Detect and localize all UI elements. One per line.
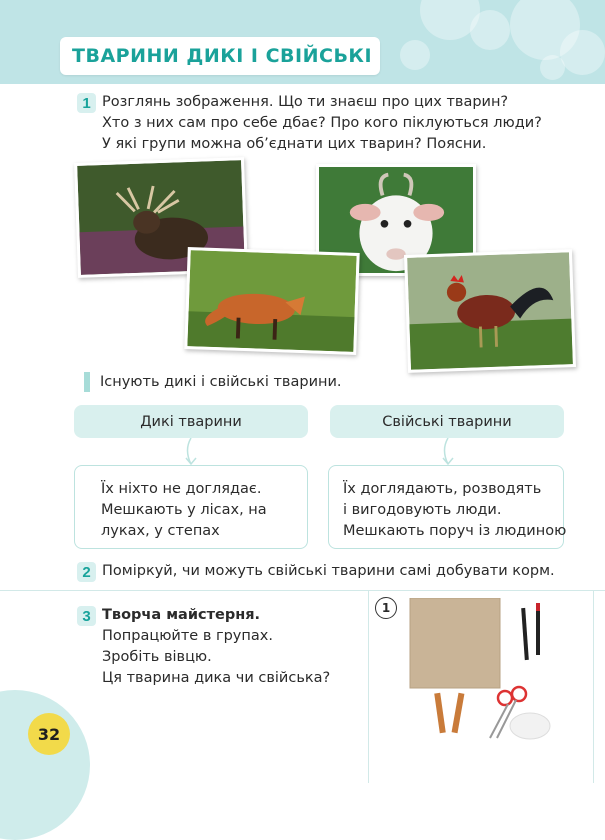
rooster-photo xyxy=(404,249,576,373)
fox-photo xyxy=(184,247,359,355)
task-3-line-3: Ця тварина дика чи свійська? xyxy=(102,670,331,686)
wild-line-1: Їх ніхто не доглядає. xyxy=(101,481,262,497)
task-3-heading: Творча майстерня. xyxy=(102,607,261,623)
domestic-animals-heading: Свійські тварини xyxy=(330,405,564,438)
task-2-number: 2 xyxy=(77,562,96,582)
domestic-animals-description xyxy=(328,465,567,549)
craft-step-number: 1 xyxy=(375,597,397,619)
page-title: ТВАРИНИ ДИКІ І СВІЙСЬКІ xyxy=(72,45,373,67)
wild-line-3: луках, у степах xyxy=(101,523,220,539)
task-1-line-2: Хто з них сам про себе дбає? Про кого піклуються люди? xyxy=(102,115,542,131)
domestic-line-2: і вигодовують люди. xyxy=(343,502,502,518)
task-3-line-2: Зробіть вівцю. xyxy=(102,649,212,665)
task-1-number: 1 xyxy=(77,93,96,113)
wild-line-2: Мешкають у лісах, на xyxy=(101,502,267,518)
task-2-text: Поміркуй, чи можуть свійські тварини самі добувати корм. xyxy=(102,563,555,579)
task-3-number: 3 xyxy=(77,606,96,626)
domestic-line-1: Їх доглядають, розводять xyxy=(343,481,542,497)
info-text: Існують дикі і свійські тварини. xyxy=(100,374,342,390)
task-1-line-1: Розглянь зображення. Що ти знаєш про цих тварин? xyxy=(102,94,509,110)
page-title-box xyxy=(60,37,380,75)
section-divider xyxy=(0,590,605,591)
task-1-line-3: У які групи можна об’єднати цих тварин? Поясни. xyxy=(102,136,487,152)
column-divider xyxy=(368,590,369,783)
wild-connector-arrow xyxy=(180,438,202,466)
wild-animals-description xyxy=(74,465,308,549)
page-number: 32 xyxy=(28,713,70,755)
right-edge-divider xyxy=(593,590,594,783)
wild-animals-heading: Дикі тварини xyxy=(74,405,308,438)
task-3-line-1: Попрацюйте в групах. xyxy=(102,628,273,644)
domestic-line-3: Мешкають поруч із людиною xyxy=(343,523,567,539)
domestic-connector-arrow xyxy=(437,438,459,466)
craft-materials-illustration xyxy=(405,598,570,748)
info-marker xyxy=(84,372,90,392)
